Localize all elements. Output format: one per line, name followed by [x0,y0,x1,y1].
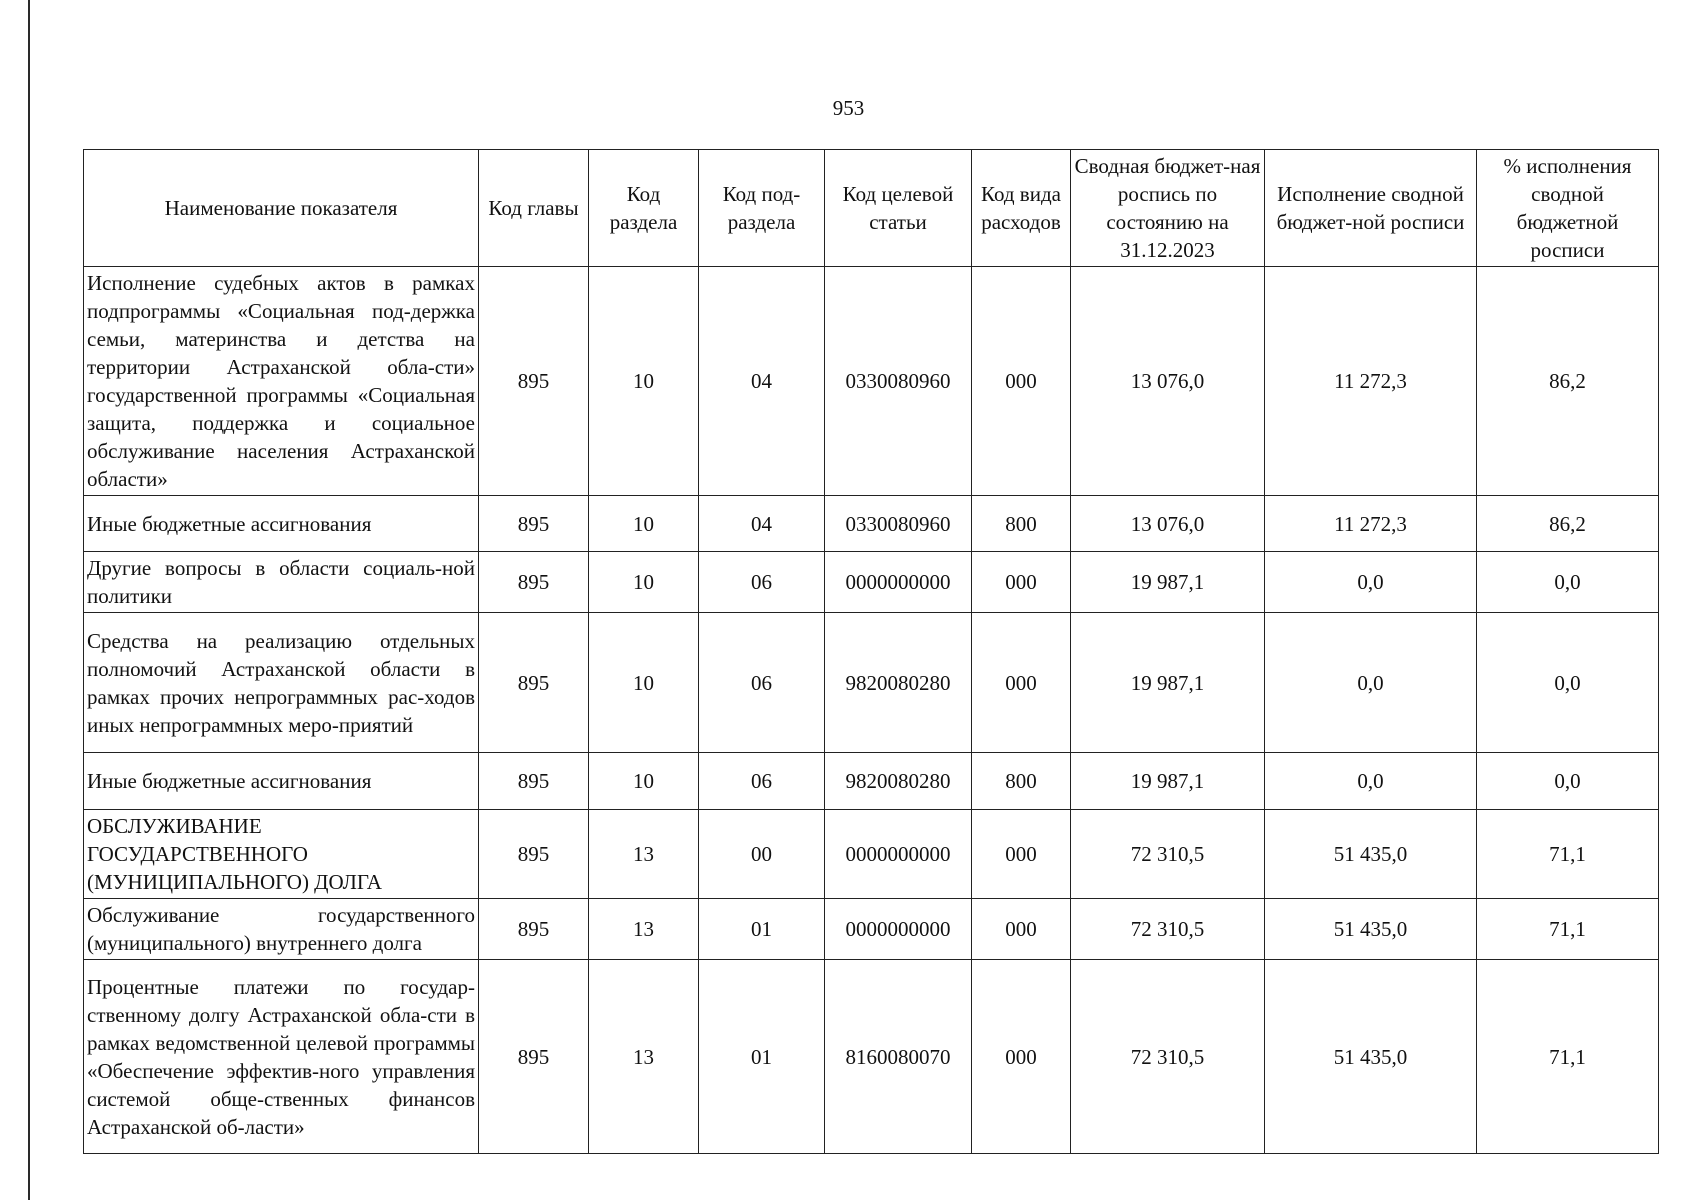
table-row [84,552,1659,613]
execution-percent-value: 0,0 [1477,613,1659,753]
subsection-code: 06 [699,552,825,613]
chapter-code: 895 [479,267,589,496]
budget-execution-value: 0,0 [1265,552,1477,613]
subsection-code: 01 [699,960,825,1154]
header-section-code: Код раздела [589,150,699,267]
section-code: 13 [589,960,699,1154]
table-row [84,810,1659,899]
header-chapter-code: Код главы [479,150,589,267]
budget-execution-value: 0,0 [1265,613,1477,753]
section-code: 10 [589,753,699,810]
header-expense-type-code: Код вида расходов [972,150,1071,267]
chapter-code: 895 [479,810,589,899]
chapter-code: 895 [479,899,589,960]
expense-type-code: 800 [972,496,1071,552]
expense-type-code: 000 [972,552,1071,613]
budget-execution-value: 51 435,0 [1265,810,1477,899]
expense-type-code: 800 [972,753,1071,810]
subsection-code: 04 [699,267,825,496]
execution-percent-value: 71,1 [1477,899,1659,960]
indicator-name: Обслуживание государственного (муниципального) внутреннего долга [84,899,479,960]
target-code: 9820080280 [825,753,972,810]
target-code: 0330080960 [825,496,972,552]
table-row [84,496,1659,552]
budget-execution-value: 11 272,3 [1265,496,1477,552]
target-code: 8160080070 [825,960,972,1154]
budget-plan-value: 19 987,1 [1071,552,1265,613]
budget-plan-value: 13 076,0 [1071,267,1265,496]
budget-plan-value: 72 310,5 [1071,899,1265,960]
indicator-name: Иные бюджетные ассигнования [84,496,479,552]
indicator-name: Средства на реализацию отдельных полномочий Астраханской области в рамках прочих непрограммных рас-ходов иных непрограммных меро-приятий [84,613,479,753]
execution-percent-value: 71,1 [1477,960,1659,1154]
section-code: 10 [589,267,699,496]
chapter-code: 895 [479,960,589,1154]
header-budget-execution: Исполнение сводной бюджет-ной росписи [1265,150,1477,267]
table-header-row [84,150,1659,267]
expense-type-code: 000 [972,613,1071,753]
chapter-code: 895 [479,753,589,810]
target-code: 0000000000 [825,810,972,899]
subsection-code: 06 [699,753,825,810]
subsection-code: 06 [699,613,825,753]
chapter-code: 895 [479,496,589,552]
target-code: 9820080280 [825,613,972,753]
budget-execution-table [83,149,1659,1154]
indicator-name: Иные бюджетные ассигнования [84,753,479,810]
expense-type-code: 000 [972,810,1071,899]
budget-execution-value: 51 435,0 [1265,899,1477,960]
header-subsection-code: Код под-раздела [699,150,825,267]
section-code: 10 [589,613,699,753]
execution-percent-value: 71,1 [1477,810,1659,899]
header-indicator-name: Наименование показателя [84,150,479,267]
budget-execution-value: 11 272,3 [1265,267,1477,496]
indicator-name: Другие вопросы в области социаль-ной политики [84,552,479,613]
table-row [84,613,1659,753]
target-code: 0000000000 [825,899,972,960]
subsection-code: 04 [699,496,825,552]
subsection-code: 00 [699,810,825,899]
budget-execution-value: 51 435,0 [1265,960,1477,1154]
section-code: 13 [589,899,699,960]
chapter-code: 895 [479,552,589,613]
budget-plan-value: 13 076,0 [1071,496,1265,552]
header-budget-plan: Сводная бюджет-ная роспись по состоянию на 31.12.2023 [1071,150,1265,267]
budget-plan-value: 19 987,1 [1071,613,1265,753]
budget-plan-value: 72 310,5 [1071,960,1265,1154]
indicator-name: Процентные платежи по государ-ственному долгу Астраханской обла-сти в рамках ведомственной целевой программы «Обеспечение эффектив-ного управления системой обще-ственных финансов Астраханской об-ласти» [84,960,479,1154]
section-code: 10 [589,496,699,552]
budget-plan-value: 19 987,1 [1071,753,1265,810]
expense-type-code: 000 [972,267,1071,496]
execution-percent-value: 0,0 [1477,552,1659,613]
indicator-name: ОБСЛУЖИВАНИЕ ГОСУДАРСТВЕННОГО (МУНИЦИПАЛЬНОГО) ДОЛГА [84,810,479,899]
expense-type-code: 000 [972,960,1071,1154]
execution-percent-value: 0,0 [1477,753,1659,810]
table-row [84,753,1659,810]
binding-margin-line [28,0,30,1200]
subsection-code: 01 [699,899,825,960]
section-code: 13 [589,810,699,899]
target-code: 0330080960 [825,267,972,496]
budget-plan-value: 72 310,5 [1071,810,1265,899]
indicator-name: Исполнение судебных актов в рамках подпрограммы «Социальная под-держка семьи, материнства и детства на территории Астраханской обла-сти» государственной программы «Социальная защита, поддержка и социальное обслуживание населения Астраханской области» [84,267,479,496]
table-row [84,899,1659,960]
expense-type-code: 000 [972,899,1071,960]
chapter-code: 895 [479,613,589,753]
header-execution-percent: % исполнения сводной бюджетной росписи [1477,150,1659,267]
table-row [84,267,1659,496]
execution-percent-value: 86,2 [1477,496,1659,552]
page-number: 953 [832,96,865,120]
table-row [84,960,1659,1154]
header-target-code: Код целевой статьи [825,150,972,267]
budget-execution-value: 0,0 [1265,753,1477,810]
execution-percent-value: 86,2 [1477,267,1659,496]
target-code: 0000000000 [825,552,972,613]
section-code: 10 [589,552,699,613]
